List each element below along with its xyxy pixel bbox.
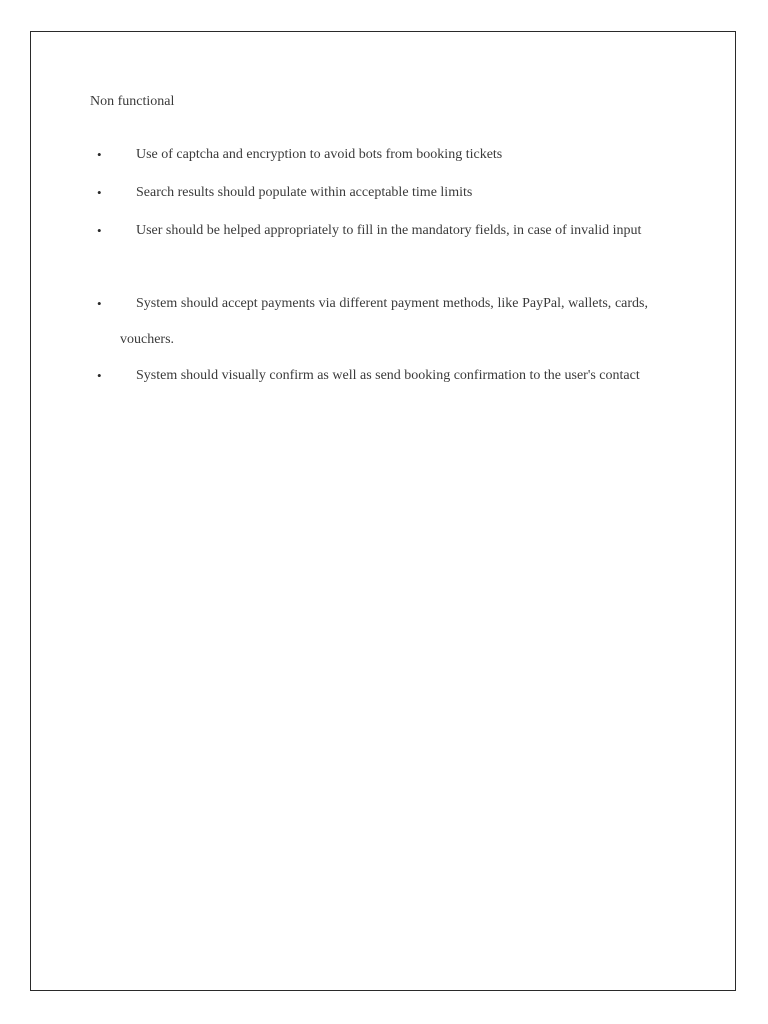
bullet-icon: • xyxy=(97,185,102,200)
document-page xyxy=(30,31,736,991)
list-item-text: User should be helped appropriately to fill in the mandatory fields, in case of invalid input xyxy=(136,223,642,238)
bullet-icon: • xyxy=(97,223,102,238)
list-item-text: System should accept payments via different payment methods, like PayPal, wallets, cards, vouchers. xyxy=(120,296,648,347)
bullet-icon: • xyxy=(97,368,102,383)
bullet-icon: • xyxy=(97,147,102,162)
section-heading: Non functional xyxy=(90,94,175,109)
bullet-icon: • xyxy=(97,296,102,311)
list-item-text: Use of captcha and encryption to avoid bots from booking tickets xyxy=(136,147,503,162)
list-item-text: System should visually confirm as well as send booking confirmation to the user's contact xyxy=(136,368,640,383)
list-item-text: Search results should populate within acceptable time limits xyxy=(136,185,473,200)
